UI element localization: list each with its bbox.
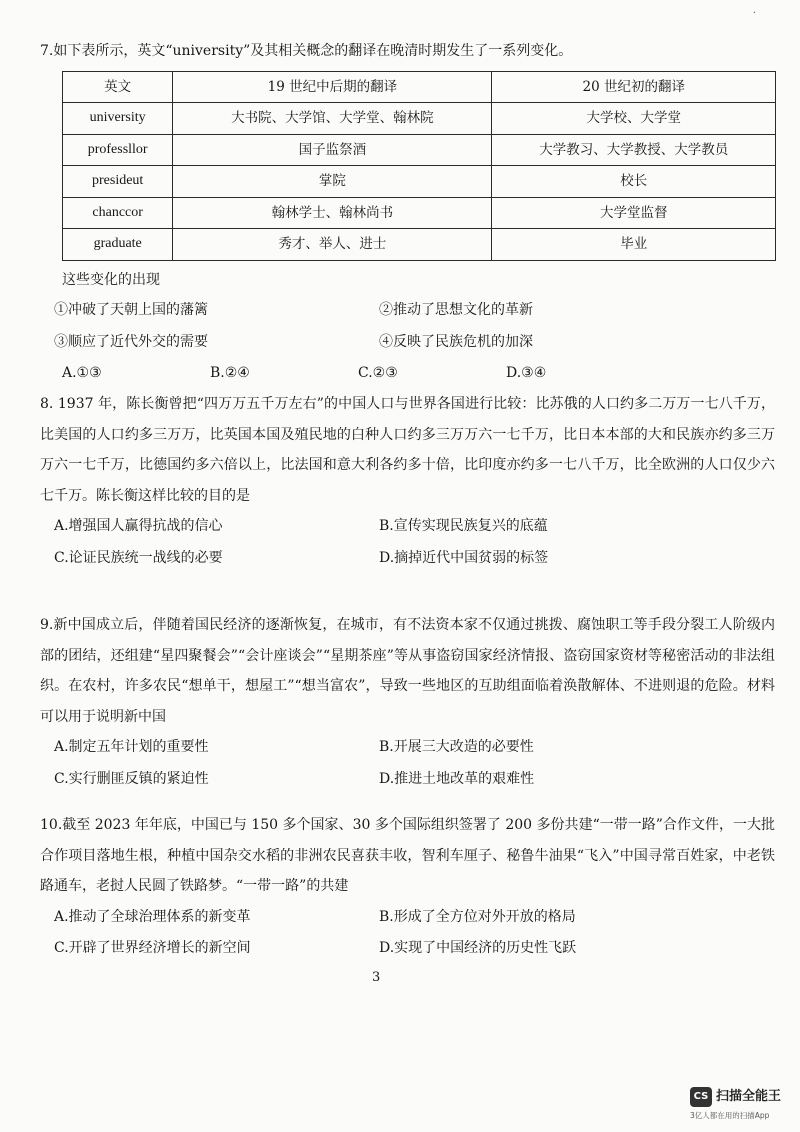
question-8	[40, 389, 775, 574]
question-7-lead: 这些变化的出现	[62, 271, 160, 288]
question-10	[40, 810, 775, 965]
scanner-tagline: 3亿人都在用的扫描App	[690, 1111, 770, 1120]
option-a: A.推动了全球治理体系的新变革	[54, 908, 251, 925]
table-cell: 大学堂监督	[492, 197, 776, 229]
table-cell-english: presideut	[63, 166, 173, 198]
table-cell: 校长	[492, 166, 776, 198]
table-row	[63, 197, 776, 229]
option-c: C.论证民族统一战线的必要	[54, 549, 223, 566]
option-d: D.③④	[506, 365, 547, 381]
question-8-stem: 8. 1937 年，陈长衡曾把“四万万五千万左右”的中国人口与世界各国进行比较：比苏俄的人口约多二万万一七八千万，比美国的人口约多三万万，比英国本国及殖民地的白种人口约多三万万六一七千万，比日本本部的大和民族亦约多三万万六一七千万，比德国约多六倍以上，比法国和意大利各约多十倍，比印度亦约多一七八千万，比全欧洲的人口仅少六七千万。陈长衡这样比较的目的是	[40, 396, 775, 504]
table-row	[63, 103, 776, 135]
question-7	[40, 36, 775, 389]
option-b: B.形成了全方位对外开放的格局	[379, 908, 576, 925]
question-10-stem: 10.截至 2023 年年底，中国已与 150 多个国家、30 多个国际组织签署了 200 多份共建“一带一路”合作文件，一大批合作项目落地生根，种植中国杂交水稻的非洲农民喜获丰收，智利车厘子、秘鲁牛油果“飞入”中国寻常百姓家，中老铁路通车，老挝人民圆了铁路梦。“一带一路”的共建	[40, 817, 775, 894]
question-9	[40, 610, 775, 795]
table-cell: 大学校、大学堂	[492, 103, 776, 135]
translation-table	[62, 71, 776, 261]
statement-item: ①冲破了天朝上国的藩篱	[54, 302, 208, 318]
statement-item: ②推动了思想文化的革新	[379, 302, 533, 318]
scanner-app-name: 扫描全能王	[716, 1089, 782, 1104]
page-number: 3	[372, 970, 381, 985]
option-a: A.①③	[62, 365, 102, 381]
table-header-row	[63, 71, 776, 103]
option-c: C.②③	[358, 365, 398, 381]
table-cell: 翰林学士、翰林尚书	[173, 197, 492, 229]
table-cell-english: professllor	[63, 134, 173, 166]
option-a: A.增强国人赢得抗战的信心	[54, 518, 223, 534]
option-d: D.摘掉近代中国贫弱的标签	[379, 549, 549, 566]
table-cell: 大学教习、大学教授、大学教员	[492, 134, 776, 166]
table-cell-english: chanccor	[63, 197, 173, 229]
table-row	[63, 134, 776, 166]
table-cell: 大书院、大学馆、大学堂、翰林院	[173, 103, 492, 135]
question-7-options	[62, 358, 775, 389]
question-7-stem: 7.如下表所示，英文“university”及其相关概念的翻译在晚清时期发生了一系列变化。	[40, 43, 573, 59]
table-cell-english: graduate	[63, 229, 173, 261]
option-d: D.实现了中国经济的历史性飞跃	[379, 940, 577, 956]
question-8-options	[54, 511, 775, 574]
table-row	[63, 166, 776, 198]
table-cell: 掌院	[173, 166, 492, 198]
table-cell: 秀才、举人、进士	[173, 229, 492, 261]
table-cell: 国子监祭酒	[173, 134, 492, 166]
statement-item: ③顺应了近代外交的需要	[54, 333, 208, 350]
option-b: B.宣传实现民族复兴的底蕴	[379, 518, 548, 534]
table-header: 20 世纪初的翻译	[492, 71, 776, 103]
table-header: 19 世纪中后期的翻译	[173, 71, 492, 103]
option-d: D.推进土地改革的艰难性	[379, 770, 535, 787]
scanner-watermark	[690, 1087, 790, 1127]
option-b: B.开展三大改造的必要性	[379, 739, 534, 755]
table-cell: 毕业	[492, 229, 776, 261]
question-9-stem: 9.新中国成立后，伴随着国民经济的逐渐恢复，在城市，有不法资本家不仅通过挑拨、腐蚀职工等手段分裂工人阶级内部的团结，还组建“星四聚餐会”“会计座谈会”“星期茶座”等从事盗窃国家经济情报、盗窃国家资材等秘密活动的非法组织。在农村，许多农民“想单干，想屋工”“想当富农”，导致一些地区的互助组面临着涣散解体、不进则退的危险。材料可以用于说明新中国	[40, 617, 775, 725]
question-10-options	[54, 902, 775, 965]
option-c: C.实行删匪反镇的紧迫性	[54, 770, 209, 787]
option-c: C.开辟了世界经济增长的新空间	[54, 940, 251, 956]
table-header: 英文	[63, 71, 173, 103]
question-7-items	[54, 295, 775, 358]
option-b: B.②④	[210, 365, 250, 381]
corner-mark: ·	[752, 8, 756, 19]
statement-item: ④反映了民族危机的加深	[379, 333, 533, 350]
option-a: A.制定五年计划的重要性	[54, 739, 209, 755]
table-cell-english: university	[63, 103, 173, 135]
question-9-options	[54, 732, 775, 795]
camscanner-logo-icon: CS	[690, 1087, 712, 1107]
table-row	[63, 229, 776, 261]
